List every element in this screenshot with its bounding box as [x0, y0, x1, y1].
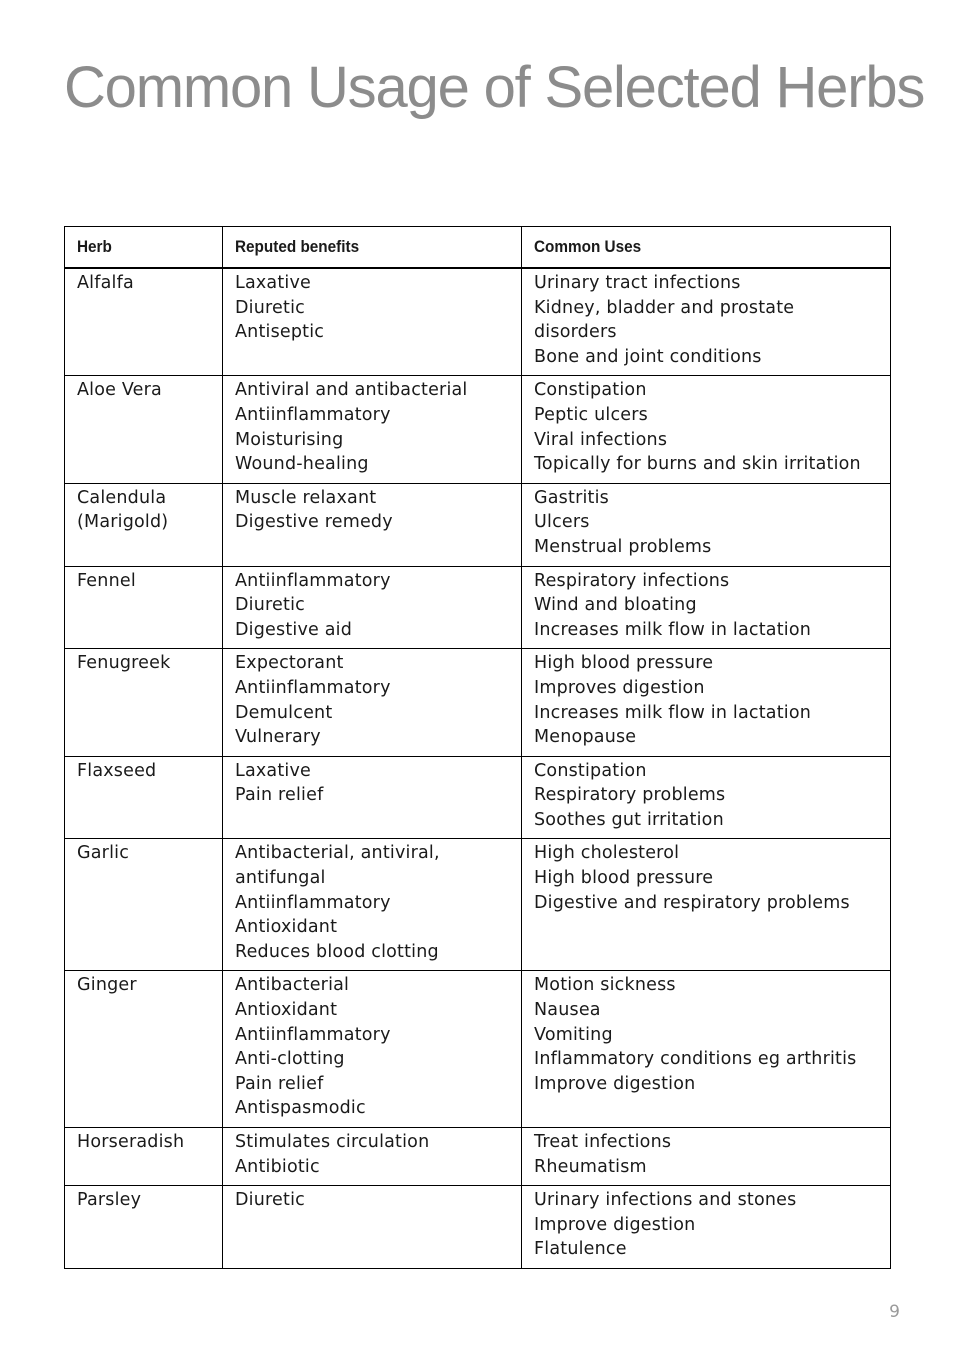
uses-cell-line: Improve digestion [534, 1073, 696, 1094]
column-header-herb: Herb [65, 227, 223, 269]
uses-cell-line: High blood pressure [534, 868, 714, 889]
benefits-cell-line: Vulnerary [235, 727, 321, 748]
column-header-uses: Common Uses [522, 227, 891, 269]
benefits-cell-line: Demulcent [235, 702, 333, 723]
uses-cell [522, 1128, 891, 1186]
benefits-cell-line: Antioxidant [235, 1000, 338, 1021]
benefits-cell-line: Antiseptic [235, 322, 325, 343]
table-row [65, 376, 891, 483]
table-row [65, 971, 891, 1128]
herb-cell-line: Fenugreek [77, 653, 171, 674]
uses-cell-line: Soothes gut irritation [534, 809, 724, 830]
benefits-cell-line: Muscle relaxant [235, 487, 377, 508]
benefits-cell-line: Antioxidant [235, 917, 338, 938]
uses-cell-line: Flatulence [534, 1239, 627, 1260]
benefits-cell-line: Antiviral and antibacterial [235, 380, 468, 401]
table-header-row [65, 227, 891, 269]
benefits-cell-line: Digestive remedy [235, 512, 393, 533]
uses-cell-line: Nausea [534, 1000, 601, 1021]
uses-cell [522, 1186, 891, 1269]
benefits-cell-line: Laxative [235, 273, 312, 293]
uses-cell [522, 566, 891, 649]
uses-cell-line: Vomiting [534, 1024, 613, 1045]
uses-cell [522, 483, 891, 566]
uses-cell [522, 649, 891, 756]
uses-cell-line: Improve digestion [534, 1214, 696, 1235]
benefits-cell-line: Pain relief [235, 1073, 324, 1094]
benefits-cell [223, 1128, 522, 1186]
benefits-cell-line: Moisturising [235, 429, 344, 450]
benefits-cell-line: Laxative [235, 760, 312, 781]
benefits-cell-line: Antibiotic [235, 1156, 320, 1177]
benefits-cell [223, 756, 522, 839]
uses-cell-line: Menopause [534, 727, 637, 748]
benefits-cell-line: Antibacterial, antiviral, [235, 843, 440, 864]
column-header-benefits: Reputed benefits [223, 227, 522, 269]
benefits-cell [223, 376, 522, 483]
uses-cell-line: High cholesterol [534, 843, 680, 864]
herb-cell-line: Alfalfa [77, 273, 134, 293]
herb-cell-line: Calendula [77, 487, 167, 508]
herb-cell [65, 649, 223, 756]
uses-cell [522, 839, 891, 971]
table-row [65, 649, 891, 756]
table-body [65, 268, 891, 1268]
herb-cell [65, 756, 223, 839]
benefits-cell-line: Reduces blood clotting [235, 941, 439, 962]
uses-cell-line: Treat infections [534, 1132, 672, 1152]
herb-cell [65, 839, 223, 971]
uses-cell-line: Respiratory problems [534, 785, 726, 806]
page-title: Common Usage of Selected Herbs [64, 55, 925, 120]
benefits-cell [223, 649, 522, 756]
benefits-cell [223, 566, 522, 649]
uses-cell-line: Bone and joint conditions [534, 346, 762, 367]
benefits-cell-line: Pain relief [235, 785, 324, 806]
table-row [65, 756, 891, 839]
herb-cell-line: Flaxseed [77, 760, 157, 781]
herb-cell-line: (Marigold) [77, 512, 169, 533]
herb-cell-line: Horseradish [77, 1132, 185, 1152]
uses-cell [522, 756, 891, 839]
uses-cell-line: Improves digestion [534, 677, 705, 698]
uses-cell-line: Urinary tract infections [534, 273, 741, 293]
table-row [65, 268, 891, 376]
benefits-cell-line: Diuretic [235, 297, 305, 318]
table-row [65, 566, 891, 649]
benefits-cell [223, 971, 522, 1128]
uses-cell-line: Ulcers [534, 512, 590, 533]
benefits-cell-line: antifungal [235, 868, 326, 889]
uses-cell-line: Topically for burns and skin irritation [534, 454, 861, 475]
benefits-cell-line: Anti-clotting [235, 1049, 345, 1070]
uses-cell-line: Motion sickness [534, 975, 676, 996]
uses-cell-line: Constipation [534, 760, 647, 781]
benefits-cell [223, 483, 522, 566]
benefits-cell-line: Digestive aid [235, 619, 353, 640]
benefits-cell-line: Diuretic [235, 1190, 305, 1211]
uses-cell-line: Increases milk flow in lactation [534, 702, 812, 723]
uses-cell-line: Increases milk flow in lactation [534, 619, 812, 640]
uses-cell-line: Inflammatory conditions eg arthritis [534, 1049, 857, 1070]
table-row [65, 1186, 891, 1269]
table-row [65, 839, 891, 971]
table-row [65, 483, 891, 566]
uses-cell-line: disorders [534, 322, 617, 343]
uses-cell [522, 268, 891, 376]
herb-cell [65, 566, 223, 649]
uses-cell-line: Gastritis [534, 487, 609, 508]
uses-cell [522, 971, 891, 1128]
herb-cell [65, 1186, 223, 1269]
benefits-cell-line: Wound-healing [235, 454, 369, 475]
uses-cell-line: High blood pressure [534, 653, 714, 674]
uses-cell-line: Digestive and respiratory problems [534, 892, 850, 913]
uses-cell-line: Viral infections [534, 429, 668, 450]
herb-cell [65, 376, 223, 483]
benefits-cell-line: Diuretic [235, 595, 305, 616]
herb-cell-line: Aloe Vera [77, 380, 162, 401]
uses-cell-line: Kidney, bladder and prostate [534, 297, 795, 318]
herb-cell [65, 971, 223, 1128]
herb-usage-table [64, 226, 891, 1269]
herb-cell-line: Ginger [77, 975, 137, 996]
benefits-cell-line: Antiinflammatory [235, 404, 391, 425]
herb-cell [65, 268, 223, 376]
benefits-cell-line: Antispasmodic [235, 1098, 366, 1119]
benefits-cell [223, 1186, 522, 1269]
herb-cell-line: Parsley [77, 1190, 142, 1211]
uses-cell-line: Constipation [534, 380, 647, 401]
herb-cell-line: Garlic [77, 843, 130, 864]
benefits-cell-line: Antibacterial [235, 975, 350, 996]
benefits-cell-line: Expectorant [235, 653, 344, 674]
benefits-cell-line: Antiinflammatory [235, 570, 391, 591]
uses-cell [522, 376, 891, 483]
herb-cell [65, 483, 223, 566]
uses-cell-line: Menstrual problems [534, 536, 712, 557]
benefits-cell-line: Stimulates circulation [235, 1132, 430, 1152]
uses-cell-line: Respiratory infections [534, 570, 730, 591]
herb-cell [65, 1128, 223, 1186]
uses-cell-line: Peptic ulcers [534, 404, 648, 425]
uses-cell-line: Rheumatism [534, 1156, 647, 1177]
uses-cell-line: Urinary infections and stones [534, 1190, 797, 1211]
benefits-cell-line: Antiinflammatory [235, 677, 391, 698]
herb-cell-line: Fennel [77, 570, 136, 591]
benefits-cell-line: Antiinflammatory [235, 892, 391, 913]
table-row [65, 1128, 891, 1186]
benefits-cell [223, 268, 522, 376]
page-number: 9 [889, 1302, 900, 1322]
uses-cell-line: Wind and bloating [534, 595, 697, 616]
benefits-cell-line: Antiinflammatory [235, 1024, 391, 1045]
benefits-cell [223, 839, 522, 971]
